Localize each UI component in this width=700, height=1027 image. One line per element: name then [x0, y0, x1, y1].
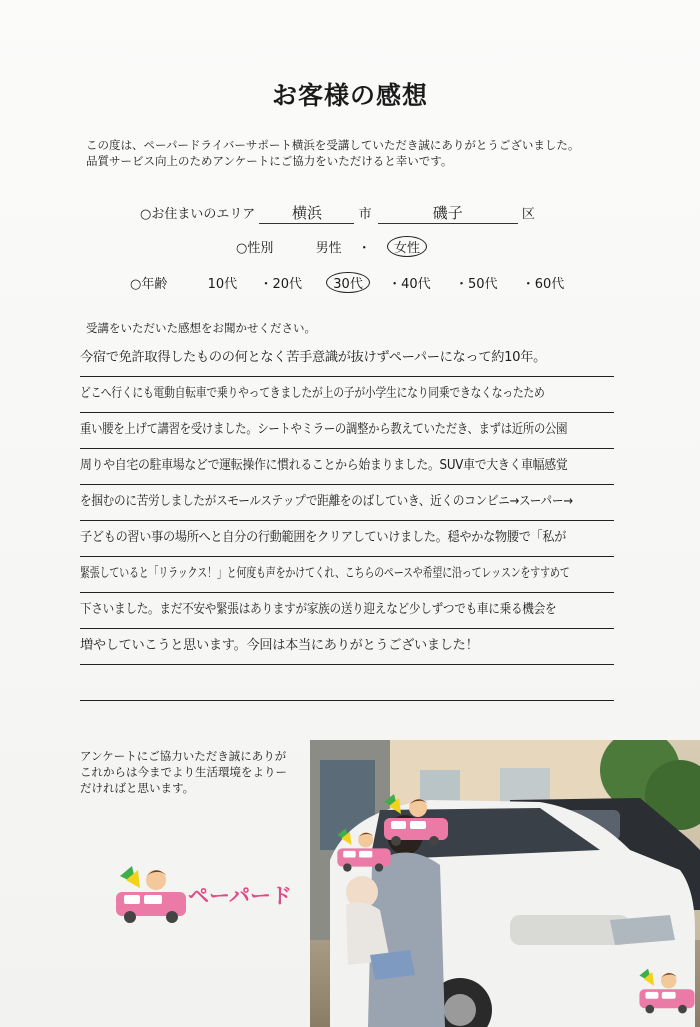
age-60: ・60代 — [521, 277, 565, 292]
mascot-car-sticker-icon — [334, 826, 394, 874]
intro-text — [86, 137, 579, 169]
outro-text — [80, 748, 287, 796]
age-row — [130, 272, 564, 293]
area-city-suffix: 市 — [358, 207, 372, 222]
comment-line-4: 周りや自宅の駐車場などで運転操作に慣れることから始まりました。SUV車で大きく車幅感覚 — [80, 448, 614, 485]
mascot-car-sticker-icon — [636, 966, 698, 1016]
age-10: 10代 — [207, 277, 238, 292]
area-ward-value: 磯子 — [378, 202, 518, 224]
comment-line-1: 今宿で免許取得したものの何となく苦手意識が抜けずペーパーになって約10年。 — [80, 340, 614, 377]
age-20: ・20代 — [259, 277, 302, 292]
comment-line-5: を掴むのに苦労しましたがスモールステップで距離をのばしていき、近くのコンビニ→スーパー→ — [80, 484, 614, 521]
intro-line-2: 品質サービス向上のためアンケートにご協力をいただけると幸いです。 — [86, 154, 453, 168]
comment-line-6: 子どもの習い事の場所へと自分の行動範囲をクリアしていけました。穏やかな物腰で「私が — [80, 520, 614, 557]
comment-line-8: 下さいました。まだ不安や緊張はありますが家族の送り迎えなど少しずつでも車に乗る機会を — [80, 592, 614, 629]
area-label: ○お住まいのエリア — [140, 207, 256, 222]
comment-line-10 — [80, 664, 614, 701]
outro-line-1: アンケートにご協力いただき誠にありが — [80, 749, 287, 763]
gender-row — [236, 236, 427, 257]
comment-line-2: どこへ行くにも電動自転車で乗りやってきましたが上の子が小学生になり同乗できなくなったため — [80, 376, 614, 413]
area-city-value: 横浜 — [259, 202, 354, 224]
outro-line-3: だければと思います。 — [80, 781, 195, 795]
comment-line-3: 重い腰を上げて講習を受けました。シートやミラーの調整から教えていただき、まずは近所の公園 — [80, 412, 614, 449]
comment-line-9: 増やしていこうと思います。今回は本当にありがとうございました！ — [80, 628, 614, 665]
mascot-car-logo-icon — [112, 862, 192, 924]
gender-male: 男性 — [315, 241, 342, 256]
page-title: お客様の感想 — [271, 81, 428, 110]
intro-line-1: この度は、ペーパードライバーサポート横浜を受講していただき誠にありがとうございました。 — [86, 138, 580, 152]
area-row — [140, 202, 535, 224]
age-label: ○年齢 — [130, 277, 168, 292]
customer-photo — [310, 740, 700, 1027]
comment-line-7: 緊張していると「リラックス！」と何度も声をかけてくれ、こちらのペースや希望に沿ってレッスンをすすめて — [80, 556, 614, 593]
age-30-selected: 30代 — [326, 272, 370, 293]
outro-line-2: これからは今までより生活環境をよりー — [80, 765, 287, 779]
gender-separator: ・ — [357, 241, 371, 256]
gender-label: ○性別 — [236, 241, 274, 256]
comments-label: 受講をいただいた感想をお聞かせください。 — [86, 321, 316, 335]
area-ward-suffix: 区 — [521, 207, 535, 222]
age-40: ・40代 — [388, 277, 431, 292]
age-50: ・50代 — [454, 277, 498, 292]
brand-logo-text: ペーパード — [188, 884, 292, 908]
gender-female-selected: 女性 — [387, 236, 427, 257]
